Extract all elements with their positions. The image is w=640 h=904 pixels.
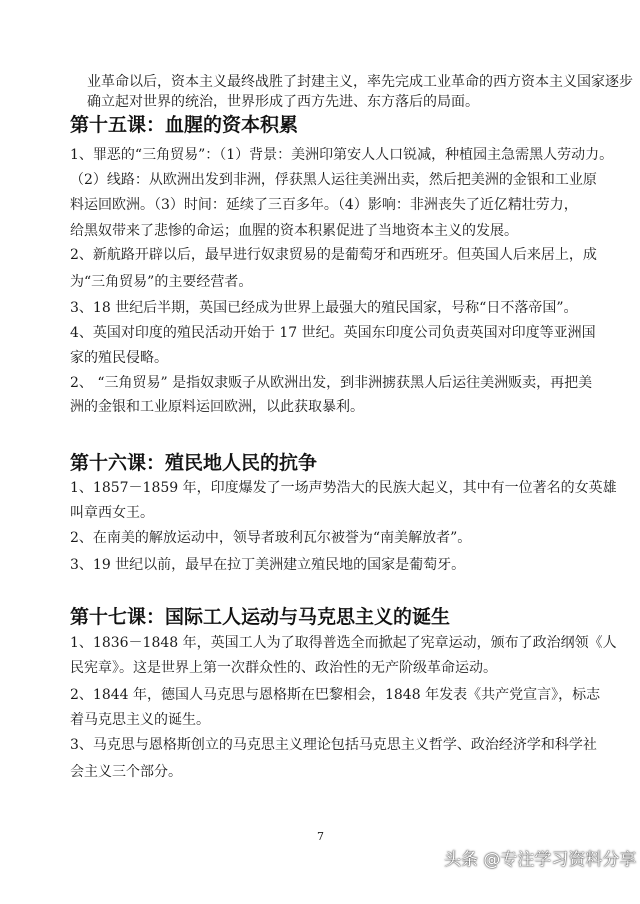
lesson16-title: 第十六课：殖民地人民的抗争 xyxy=(70,452,318,474)
body-line: 叫章西女王。 xyxy=(70,505,154,521)
body-line: 2、新航路开辟以后，最早进行奴隶贸易的是葡萄牙和西班牙。但英国人后来居上，成 xyxy=(70,247,597,263)
body-line: 2、1844 年，德国人马克思与恩格斯在巴黎相会，1848 年发表《共产党宣言》，标志 xyxy=(70,687,601,703)
body-line: 给黑奴带来了悲惨的命运；血腥的资本积累促进了当地资本主义的发展。 xyxy=(70,223,518,239)
body-line: 料运回欧洲。（3）时间：延续了三百多年。（4）影响：非洲丧失了近亿精壮劳力， xyxy=(70,197,578,213)
intro-line: 业革命以后，资本主义最终战胜了封建主义，率先完成工业革命的西方资本主义国家逐步 xyxy=(87,74,633,90)
body-line: 3、18 世纪后半期，英国已经成为世界上最强大的殖民国家，号称“日不落帝国”。 xyxy=(70,300,578,316)
body-line: 3、马克思与恩格斯创立的马克思主义理论包括马克思主义哲学、政治经济学和科学社 xyxy=(70,737,597,753)
body-line: 1、罪恶的“三角贸易”：（1）背景：美洲印第安人人口锐减，种植园主急需黑人劳动力。 xyxy=(70,147,614,163)
body-line: （2）线路：从欧洲出发到非洲，俘获黑人运往美洲出卖，然后把美洲的金银和工业原 xyxy=(70,172,597,188)
body-line: 民宪章》。这是世界上第一次群众性的、政治性的无产阶级革命运动。 xyxy=(70,660,497,676)
body-line: 1、1836－1848 年，英国工人为了取得普选全而掀起了宪章运动，颁布了政治纲领《人 xyxy=(70,635,617,651)
body-line: 着马克思主义的诞生。 xyxy=(70,712,210,728)
page-number: 7 xyxy=(317,830,324,843)
body-line: 为“三角贸易”的主要经营者。 xyxy=(70,274,253,290)
body-line: 2、 “三角贸易” 是指奴隶贩子从欧洲出发，到非洲掳获黑人后运往美洲贩卖，再把美 xyxy=(70,375,593,391)
intro-line: 确立起对世界的统治，世界形成了西方先进、东方落后的局面。 xyxy=(87,94,479,110)
body-line: 3、19 世纪以前，最早在拉丁美洲建立殖民地的国家是葡萄牙。 xyxy=(70,557,466,573)
body-line: 4、英国对印度的殖民活动开始于 17 世纪。英国东印度公司负责英国对印度等亚洲国 xyxy=(70,325,596,341)
body-line: 会主义三个部分。 xyxy=(70,764,182,780)
body-line: 1、1857－1859 年，印度爆发了一场声势浩大的民族大起义，其中有一位著名的女英雄 xyxy=(70,480,617,496)
body-line: 2、在南美的解放运动中，领导者玻利瓦尔被誉为“南美解放者”。 xyxy=(70,530,472,546)
body-line: 家的殖民侵略。 xyxy=(70,350,168,366)
lesson17-title: 第十七课：国际工人运动与马克思主义的诞生 xyxy=(70,606,451,628)
watermark: 头条 @专注学习资料分享 xyxy=(444,850,637,870)
lesson15-title: 第十五课：血腥的资本积累 xyxy=(70,114,299,136)
body-line: 洲的金银和工业原料运回欧洲，以此获取暴利。 xyxy=(70,399,364,415)
